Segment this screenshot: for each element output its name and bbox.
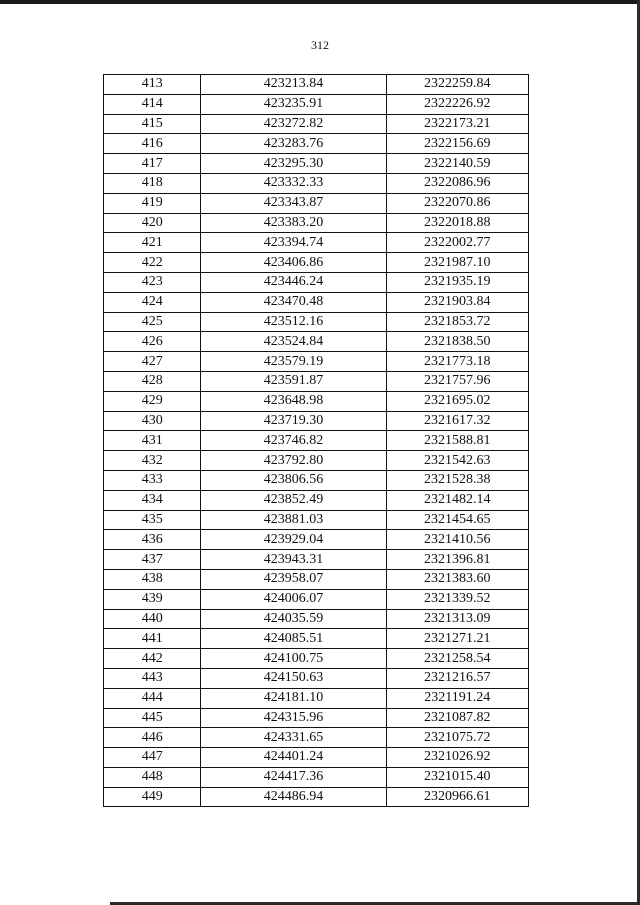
- easting-cell: 423792.80: [201, 451, 386, 471]
- northing-cell: 2322259.84: [386, 75, 528, 95]
- table-row: [104, 451, 529, 471]
- northing-cell: 2321695.02: [386, 391, 528, 411]
- northing-cell: 2321542.63: [386, 451, 528, 471]
- point-number-cell: 422: [104, 253, 201, 273]
- northing-cell: 2321987.10: [386, 253, 528, 273]
- page-number: 312: [311, 38, 329, 52]
- northing-cell: 2321454.65: [386, 510, 528, 530]
- table-row: [104, 668, 529, 688]
- point-number-cell: 431: [104, 431, 201, 451]
- easting-cell: 423929.04: [201, 530, 386, 550]
- northing-cell: 2321853.72: [386, 312, 528, 332]
- point-number-cell: 447: [104, 748, 201, 768]
- northing-cell: 2321383.60: [386, 569, 528, 589]
- table-row: [104, 332, 529, 352]
- easting-cell: 423295.30: [201, 154, 386, 174]
- easting-cell: 423524.84: [201, 332, 386, 352]
- point-number-cell: 446: [104, 728, 201, 748]
- table-row: [104, 708, 529, 728]
- table-row: [104, 609, 529, 629]
- table-row: [104, 233, 529, 253]
- table-row: [104, 767, 529, 787]
- easting-cell: 423272.82: [201, 114, 386, 134]
- easting-cell: 423394.74: [201, 233, 386, 253]
- point-number-cell: 441: [104, 629, 201, 649]
- northing-cell: 2320966.61: [386, 787, 528, 807]
- easting-cell: 423332.33: [201, 173, 386, 193]
- easting-cell: 423446.24: [201, 272, 386, 292]
- northing-cell: 2321216.57: [386, 668, 528, 688]
- northing-cell: 2321838.50: [386, 332, 528, 352]
- point-number-cell: 442: [104, 649, 201, 669]
- easting-cell: 423406.86: [201, 253, 386, 273]
- point-number-cell: 443: [104, 668, 201, 688]
- northing-cell: 2321015.40: [386, 767, 528, 787]
- point-number-cell: 414: [104, 94, 201, 114]
- northing-cell: 2322140.59: [386, 154, 528, 174]
- point-number-cell: 438: [104, 569, 201, 589]
- point-number-cell: 421: [104, 233, 201, 253]
- point-number-cell: 426: [104, 332, 201, 352]
- easting-cell: 423235.91: [201, 94, 386, 114]
- northing-cell: 2322002.77: [386, 233, 528, 253]
- easting-cell: 423283.76: [201, 134, 386, 154]
- northing-cell: 2321087.82: [386, 708, 528, 728]
- northing-cell: 2321588.81: [386, 431, 528, 451]
- northing-cell: 2321410.56: [386, 530, 528, 550]
- easting-cell: 424401.24: [201, 748, 386, 768]
- point-number-cell: 420: [104, 213, 201, 233]
- easting-cell: 423591.87: [201, 371, 386, 391]
- table-row: [104, 490, 529, 510]
- northing-cell: 2321191.24: [386, 688, 528, 708]
- point-number-cell: 427: [104, 352, 201, 372]
- table-row: [104, 787, 529, 807]
- point-number-cell: 440: [104, 609, 201, 629]
- northing-cell: 2321339.52: [386, 589, 528, 609]
- point-number-cell: 432: [104, 451, 201, 471]
- table-row: [104, 134, 529, 154]
- table-row: [104, 569, 529, 589]
- table-row: [104, 431, 529, 451]
- northing-cell: 2321313.09: [386, 609, 528, 629]
- northing-cell: 2321935.19: [386, 272, 528, 292]
- easting-cell: 424331.65: [201, 728, 386, 748]
- northing-cell: 2322226.92: [386, 94, 528, 114]
- table-row: [104, 352, 529, 372]
- northing-cell: 2322173.21: [386, 114, 528, 134]
- easting-cell: 423943.31: [201, 550, 386, 570]
- table-row: [104, 470, 529, 490]
- northing-cell: 2321617.32: [386, 411, 528, 431]
- table-row: [104, 94, 529, 114]
- point-number-cell: 413: [104, 75, 201, 95]
- table-row: [104, 728, 529, 748]
- easting-cell: 424315.96: [201, 708, 386, 728]
- easting-cell: 424417.36: [201, 767, 386, 787]
- point-number-cell: 416: [104, 134, 201, 154]
- easting-cell: 423512.16: [201, 312, 386, 332]
- easting-cell: 423383.20: [201, 213, 386, 233]
- easting-cell: 424085.51: [201, 629, 386, 649]
- table-row: [104, 649, 529, 669]
- northing-cell: 2321075.72: [386, 728, 528, 748]
- point-number-cell: 424: [104, 292, 201, 312]
- coordinates-table: [103, 74, 529, 807]
- easting-cell: 423579.19: [201, 352, 386, 372]
- point-number-cell: 434: [104, 490, 201, 510]
- table-row: [104, 272, 529, 292]
- northing-cell: 2321903.84: [386, 292, 528, 312]
- table-row: [104, 154, 529, 174]
- northing-cell: 2322070.86: [386, 193, 528, 213]
- easting-cell: 423746.82: [201, 431, 386, 451]
- easting-cell: 423470.48: [201, 292, 386, 312]
- northing-cell: 2321026.92: [386, 748, 528, 768]
- table-row: [104, 213, 529, 233]
- northing-cell: 2321528.38: [386, 470, 528, 490]
- easting-cell: 424181.10: [201, 688, 386, 708]
- table-row: [104, 510, 529, 530]
- table-row: [104, 114, 529, 134]
- table-row: [104, 173, 529, 193]
- northing-cell: 2321396.81: [386, 550, 528, 570]
- point-number-cell: 433: [104, 470, 201, 490]
- easting-cell: 423648.98: [201, 391, 386, 411]
- point-number-cell: 445: [104, 708, 201, 728]
- easting-cell: 423881.03: [201, 510, 386, 530]
- point-number-cell: 429: [104, 391, 201, 411]
- northing-cell: 2321757.96: [386, 371, 528, 391]
- table-row: [104, 530, 529, 550]
- northing-cell: 2322018.88: [386, 213, 528, 233]
- point-number-cell: 439: [104, 589, 201, 609]
- table-row: [104, 589, 529, 609]
- table-row: [104, 253, 529, 273]
- easting-cell: 424100.75: [201, 649, 386, 669]
- point-number-cell: 437: [104, 550, 201, 570]
- point-number-cell: 428: [104, 371, 201, 391]
- coordinates-table-body: [104, 75, 529, 807]
- easting-cell: 423343.87: [201, 193, 386, 213]
- table-row: [104, 312, 529, 332]
- table-row: [104, 193, 529, 213]
- northing-cell: 2321773.18: [386, 352, 528, 372]
- easting-cell: 424486.94: [201, 787, 386, 807]
- table-row: [104, 292, 529, 312]
- point-number-cell: 419: [104, 193, 201, 213]
- northing-cell: 2321258.54: [386, 649, 528, 669]
- table-row: [104, 371, 529, 391]
- table-row: [104, 391, 529, 411]
- table-row: [104, 629, 529, 649]
- point-number-cell: 435: [104, 510, 201, 530]
- scan-edge-top: [0, 0, 640, 4]
- table-row: [104, 748, 529, 768]
- table-row: [104, 75, 529, 95]
- point-number-cell: 415: [104, 114, 201, 134]
- easting-cell: 423213.84: [201, 75, 386, 95]
- point-number-cell: 430: [104, 411, 201, 431]
- point-number-cell: 418: [104, 173, 201, 193]
- easting-cell: 424006.07: [201, 589, 386, 609]
- easting-cell: 424035.59: [201, 609, 386, 629]
- table-row: [104, 411, 529, 431]
- table-row: [104, 688, 529, 708]
- northing-cell: 2322156.69: [386, 134, 528, 154]
- point-number-cell: 448: [104, 767, 201, 787]
- northing-cell: 2321482.14: [386, 490, 528, 510]
- point-number-cell: 417: [104, 154, 201, 174]
- easting-cell: 423719.30: [201, 411, 386, 431]
- northing-cell: 2322086.96: [386, 173, 528, 193]
- point-number-cell: 449: [104, 787, 201, 807]
- table-row: [104, 550, 529, 570]
- easting-cell: 423958.07: [201, 569, 386, 589]
- easting-cell: 423852.49: [201, 490, 386, 510]
- northing-cell: 2321271.21: [386, 629, 528, 649]
- point-number-cell: 444: [104, 688, 201, 708]
- point-number-cell: 423: [104, 272, 201, 292]
- point-number-cell: 436: [104, 530, 201, 550]
- easting-cell: 423806.56: [201, 470, 386, 490]
- easting-cell: 424150.63: [201, 668, 386, 688]
- point-number-cell: 425: [104, 312, 201, 332]
